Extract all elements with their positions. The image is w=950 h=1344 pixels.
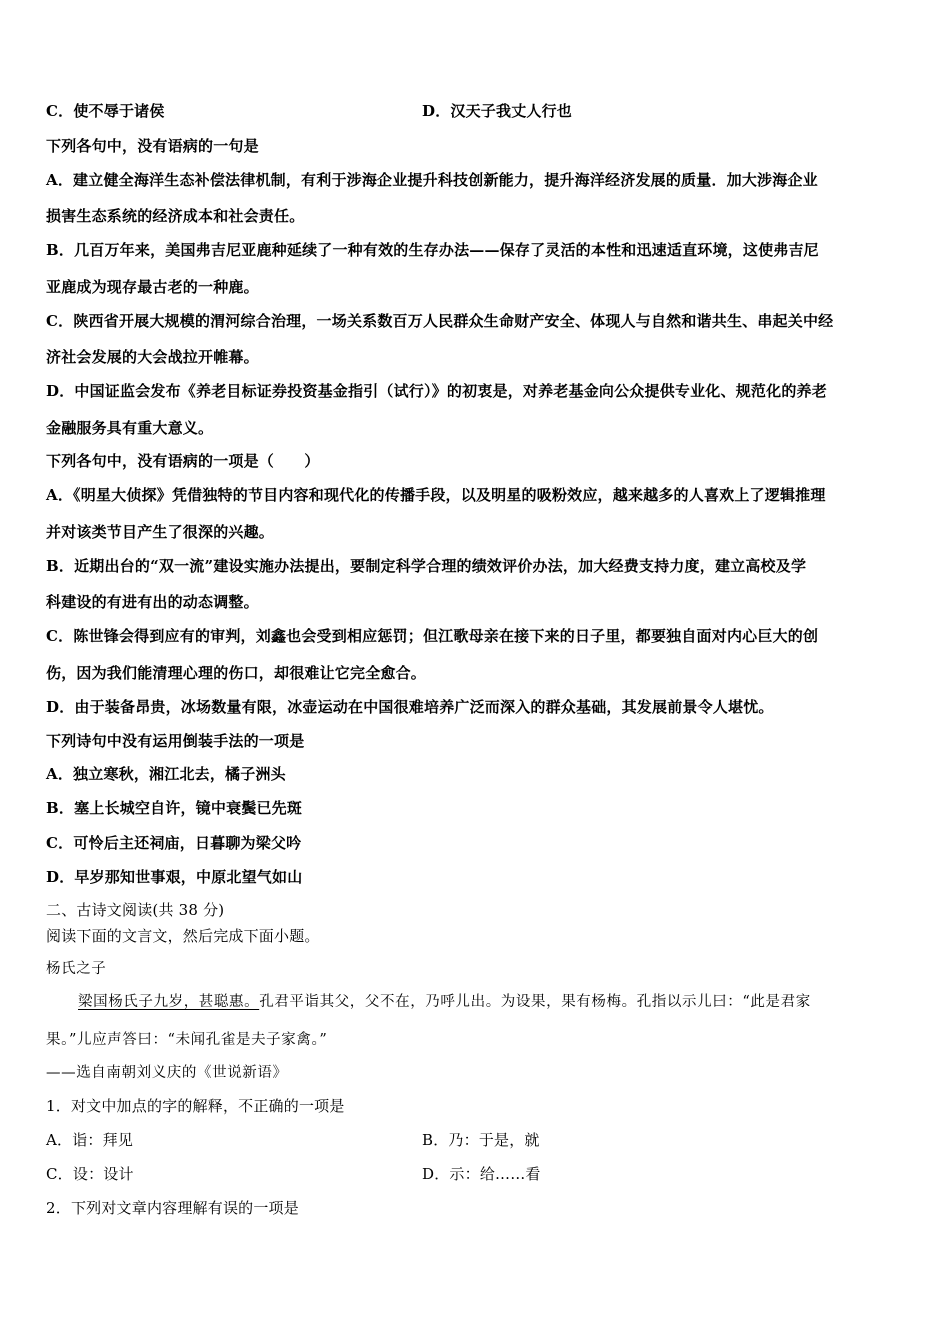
option-d: D．示：给……看 [422, 1165, 541, 1183]
question-stem: 下列各句中，没有语病的一句是 [46, 137, 259, 155]
question-stem: 下列各句中，没有语病的一项是（ ） [46, 452, 320, 470]
option-a: A．《明星大侦探》凭借独特的节目内容和现代化的传播手段，以及明星的吸粉效应，越来越多的人喜欢上了逻辑推理 [46, 486, 826, 504]
option-b: B．塞上长城空自许，镜中衰鬓已先斑 [46, 799, 303, 817]
question-stem: 下列诗句中没有运用倒装手法的一项是 [46, 732, 305, 750]
question-1: 1．对文中加点的字的解释，不正确的一项是 [46, 1097, 345, 1115]
option-a-cont: 并对该类节目产生了很深的兴趣。 [46, 523, 275, 541]
passage-source: ——选自南朝刘义庆的《世说新语》 [46, 1065, 288, 1081]
option-a: A．独立寒秋，湘江北去，橘子洲头 [46, 765, 286, 783]
option-c: C．设：设计 [46, 1165, 134, 1183]
option-b: B．几百万年来，美国弗吉尼亚鹿种延续了一种有效的生存办法——保存了灵活的本性和迅速适直环境，这使弗吉尼 [46, 241, 819, 259]
reading-instruction: 阅读下面的文言文，然后完成下面小题。 [46, 927, 320, 945]
option-c-cont: 伤，因为我们能清理心理的伤口，却很难让它完全愈合。 [46, 664, 427, 682]
option-a: A．建立健全海洋生态补偿法律机制，有利于涉海企业提升科技创新能力，提升海洋经济发展的质量．加大涉海企业 [46, 171, 818, 189]
option-c: C．可怜后主还祠庙，日暮聊为梁父吟 [46, 834, 302, 852]
section-heading: 二、古诗文阅读(共 38 分) [46, 901, 225, 919]
option-b: B．近期出台的“双一流”建设实施办法提出，要制定科学合理的绩效评价办法，加大经费支持力度，建立高校及学 [46, 557, 807, 575]
option-d: D．中国证监会发布《养老目标证券投资基金指引（试行）》的初衷是，对养老基金向公众提供专业化、规范化的养老 [46, 382, 827, 400]
passage-line [78, 992, 811, 1012]
option-a-cont: 损害生态系统的经济成本和社会责任。 [46, 207, 305, 225]
option-d: D．汉天子我丈人行也 [422, 102, 573, 120]
option-row [46, 1130, 540, 1150]
passage-line-cont: 果。”儿应声答曰：“未闻孔雀是夫子家禽。” [46, 1032, 328, 1048]
underlined-sentence: 梁国杨氏子九岁，甚聪惠。 [78, 994, 260, 1010]
question-2: 2．下列对文章内容理解有误的一项是 [46, 1199, 299, 1217]
passage-title: 杨氏之子 [46, 961, 107, 977]
option-c-cont: 济社会发展的大会战拉开帷幕。 [46, 348, 259, 366]
option-row [46, 101, 573, 121]
option-d: D．由于装备昂贵，冰场数量有限，冰壶运动在中国很难培养广泛而深入的群众基础，其发展前景令人堪忧。 [46, 698, 774, 716]
option-d-cont: 金融服务具有重大意义。 [46, 419, 214, 437]
option-a: A．诣：拜见 [46, 1131, 134, 1149]
option-b: B．乃：于是，就 [422, 1131, 540, 1149]
option-b-cont: 亚鹿成为现存最古老的一种鹿。 [46, 278, 259, 296]
option-c: C．陈世锋会得到应有的审判，刘鑫也会受到相应惩罚；但江歌母亲在接下来的日子里，都要独自面对内心巨大的创 [46, 627, 819, 645]
option-b-cont: 科建设的有进有出的动态调整。 [46, 593, 259, 611]
option-c: C．使不辱于诸侯 [46, 102, 165, 120]
option-c: C．陕西省开展大规模的渭河综合治理，一场关系数百万人民群众生命财产安全、体现人与自然和谐共生、串起关中经 [46, 312, 834, 330]
passage-text: 孔君平诣其父，父不在，乃呼儿出。为设果，果有杨梅。孔指以示儿曰：“此是君家 [259, 994, 811, 1010]
option-row [46, 1164, 541, 1184]
option-d: D．早岁那知世事艰，中原北望气如山 [46, 868, 303, 886]
